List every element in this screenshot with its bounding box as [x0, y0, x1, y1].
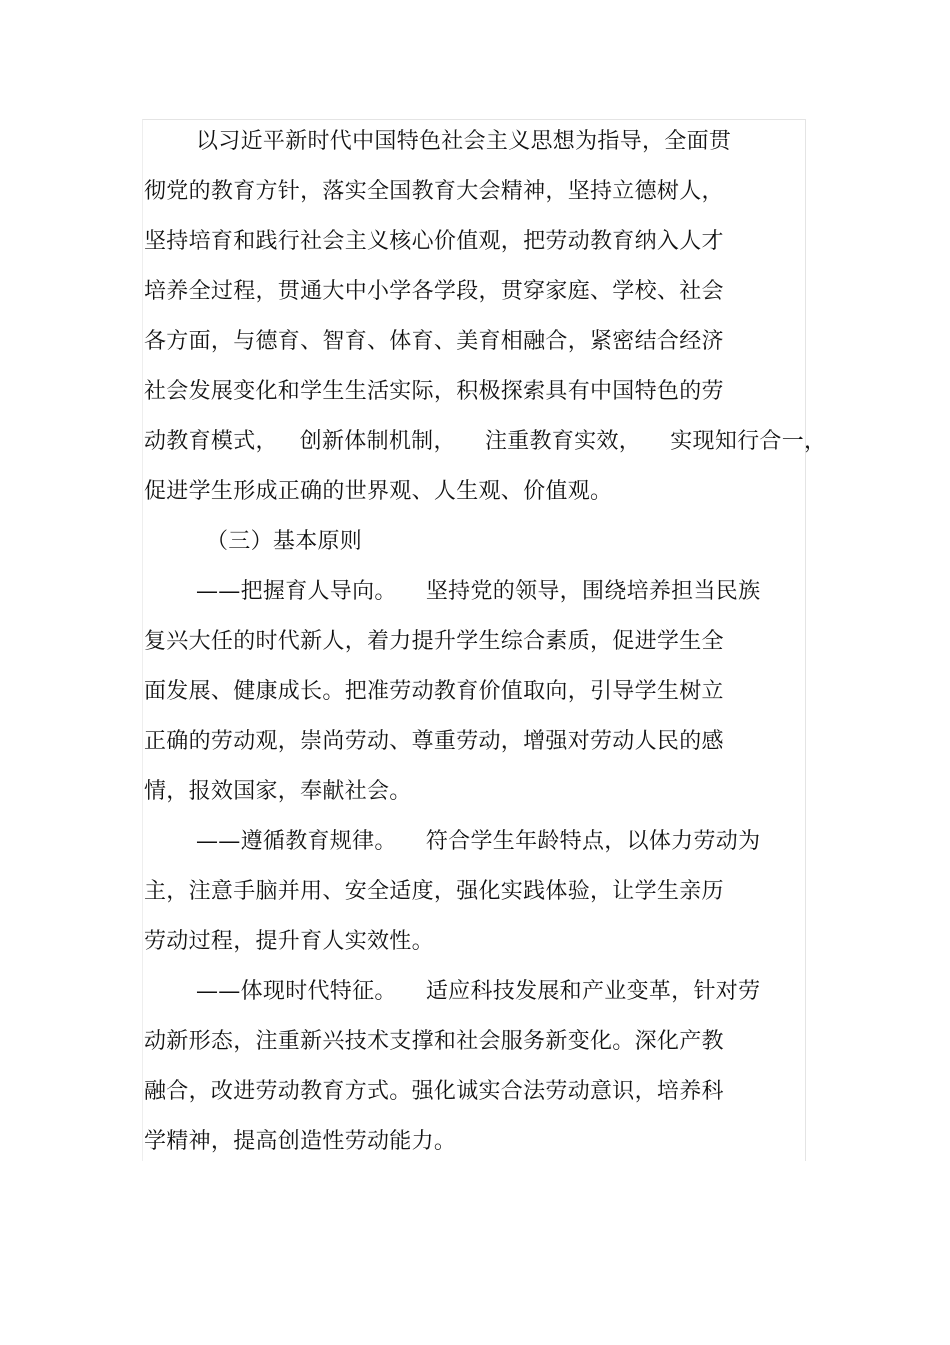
paragraph-line: 融合，改进劳动教育方式。强化诚实合法劳动意识，培养科: [144, 1079, 724, 1104]
paragraph-line: 社会发展变化和学生生活实际，积极探索具有中国特色的劳: [144, 379, 724, 404]
paragraph-line: 动教育模式， 创新体制机制， 注重教育实效， 实现知行合一，: [144, 429, 827, 454]
paragraph-line: 彻党的教育方针，落实全国教育大会精神，坚持立德树人，: [144, 179, 724, 204]
paragraph-line: 劳动过程，提升育人实效性。: [144, 929, 434, 954]
principle-heading-line: ——体现时代特征。 适应科技发展和产业变革，针对劳: [196, 979, 761, 1004]
paragraph-line: 复兴大任的时代新人，着力提升学生综合素质，促进学生全: [144, 629, 724, 654]
paragraph-line: 学精神，提高创造性劳动能力。: [144, 1129, 457, 1154]
section-heading: （三）基本原则: [206, 529, 363, 554]
paragraph-line: 主，注意手脑并用、安全适度，强化实践体验，让学生亲历: [144, 879, 724, 904]
paragraph-line: 各方面，与德育、智育、体育、美育相融合，紧密结合经济: [144, 329, 724, 354]
paragraph-line: 情，报效国家，奉献社会。: [144, 779, 412, 804]
paragraph-line: 面发展、健康成长。把准劳动教育价值取向，引导学生树立: [144, 679, 724, 704]
principle-heading-line: ——把握育人导向。 坚持党的领导，围绕培养担当民族: [196, 579, 761, 604]
paragraph-line: 促进学生形成正确的世界观、人生观、价值观。: [144, 479, 613, 504]
paragraph-line: 以习近平新时代中国特色社会主义思想为指导，全面贯: [196, 129, 732, 154]
paragraph-line: 坚持培育和践行社会主义核心价值观，把劳动教育纳入人才: [144, 229, 724, 254]
principle-heading-line: ——遵循教育规律。 符合学生年龄特点，以体力劳动为: [196, 829, 761, 854]
paragraph-line: 动新形态，注重新兴技术支撑和社会服务新变化。深化产教: [144, 1029, 724, 1054]
paragraph-line: 正确的劳动观，崇尚劳动、尊重劳动，增强对劳动人民的感: [144, 729, 724, 754]
paragraph-line: 培养全过程，贯通大中小学各学段，贯穿家庭、学校、社会: [144, 279, 724, 304]
